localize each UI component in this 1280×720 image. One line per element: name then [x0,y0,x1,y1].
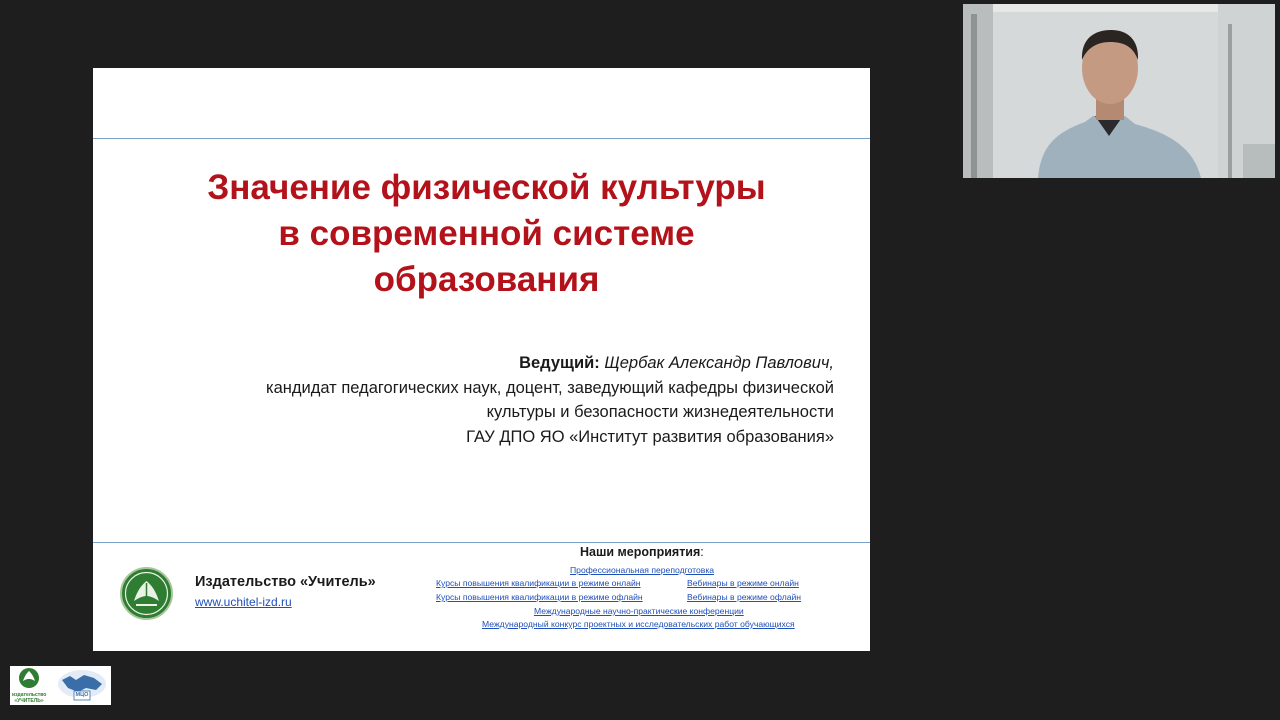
presenter-title-line-1: кандидат педагогических наук, доцент, заведующий кафедры физической [266,378,834,397]
corner-logo [10,666,111,705]
presenter-title-line-2: культуры и безопасности жизнедеятельности [486,403,834,421]
event-link-webinars-offline[interactable]: Вебинары в режиме офлайн [687,592,802,602]
corner-logo-line-1: издательство [12,692,47,698]
event-link-courses-offline[interactable]: Курсы повышения квалификации в режиме офлайн [436,592,643,602]
publisher-logo-icon [120,567,173,620]
events-heading-text: Наши мероприятия [580,545,701,559]
top-divider [93,138,870,139]
presentation-slide [93,68,870,651]
events-heading-colon: : [700,545,704,559]
event-link-conferences[interactable]: Международные научно-практические конференции [534,606,744,616]
corner-logo-line-2: «УЧИТЕЛЬ» [14,698,44,704]
title-line-2: в современной системе [278,214,695,253]
presenter-label: Ведущий: [519,354,600,372]
publisher-url-link[interactable]: www.uchitel-izd.ru [195,595,292,609]
presenter-info [154,351,834,449]
event-link-retraining[interactable]: Профессиональная переподготовка [570,565,715,575]
slide-title [133,165,840,303]
presenter-name: Щербак Александр Павлович, [604,354,834,372]
corner-logo-text [12,692,46,704]
presenter-line-1 [154,351,834,376]
event-link-contest[interactable]: Международный конкурс проектных и исследовательских работ обучающихся [482,619,795,629]
title-line-1: Значение физической культуры [207,168,766,207]
events-heading [580,545,704,559]
title-line-3: образования [373,260,600,299]
webcam-video [963,4,1275,178]
event-link-webinars-online[interactable]: Вебинары в режиме онлайн [687,578,799,588]
corner-logo-badge: МЦО [75,692,89,698]
publisher-name: Издательство «Учитель» [195,574,376,590]
bottom-divider [93,542,870,543]
presenter-title-line-3: ГАУ ДПО ЯО «Институт развития образования» [466,427,834,446]
event-link-courses-online[interactable]: Курсы повышения квалификации в режиме онлайн [436,578,641,588]
